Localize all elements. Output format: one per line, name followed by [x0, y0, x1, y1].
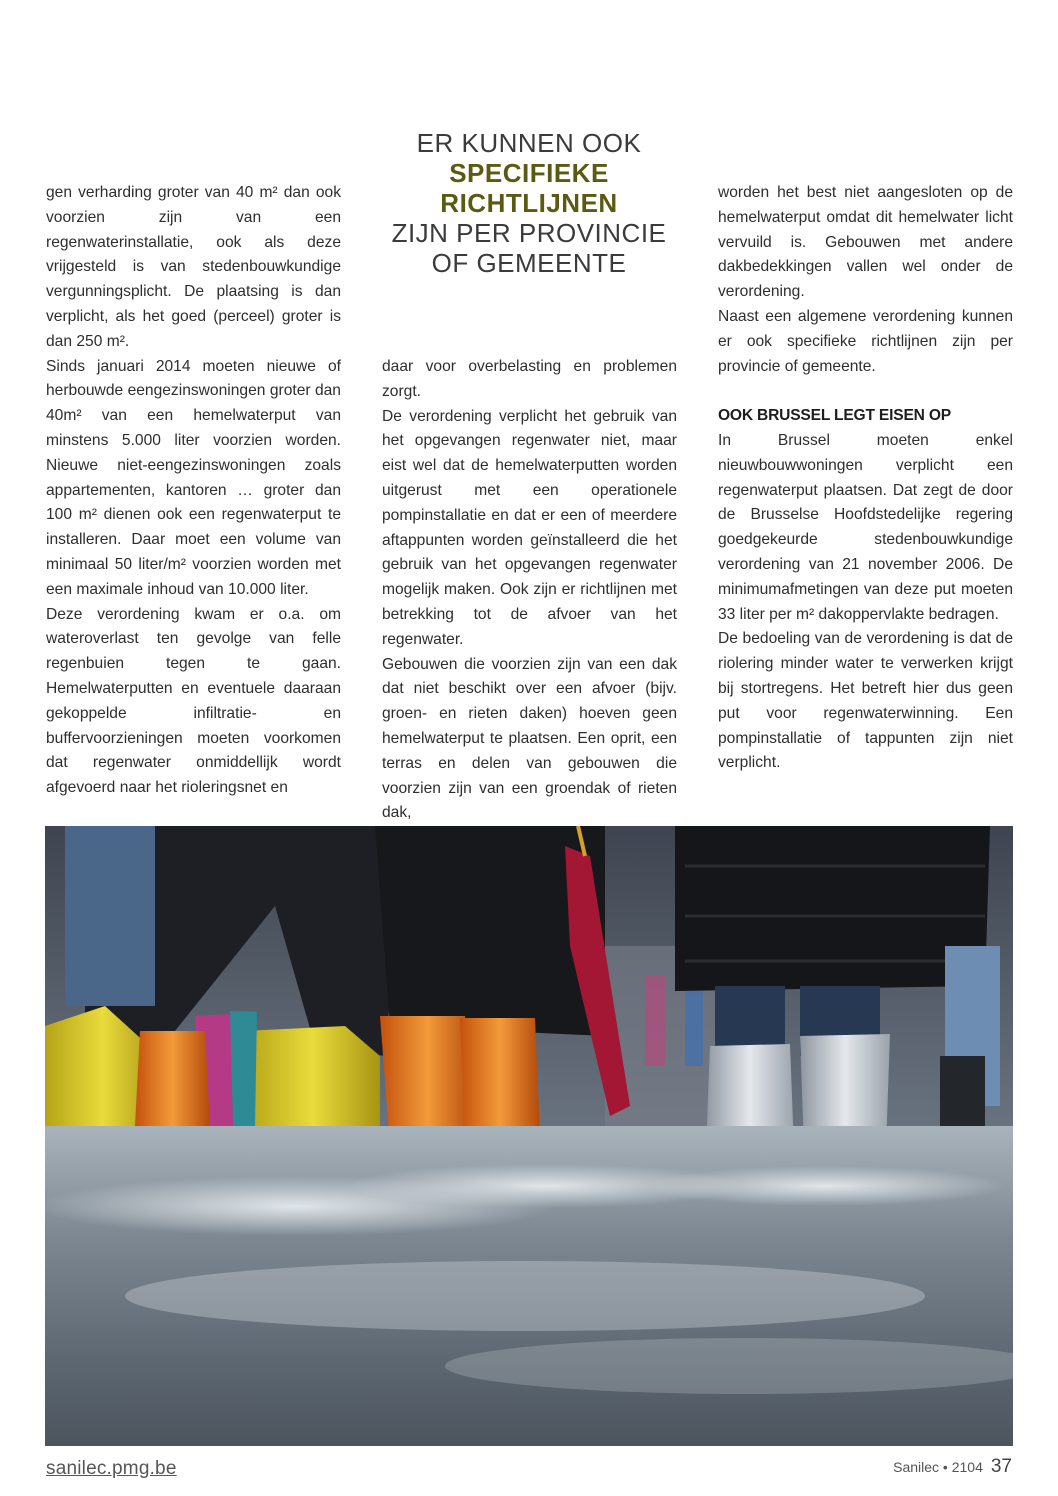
- paragraph: In Brussel moeten enkel nieuwbouwwoningen verplicht een regenwaterput plaatsen. Dat zegt de door de Brusselse Hoofdstedelijke regering goedgekeurde stedenbouwkundige verordening van 21 november 2006. De minimumafmetingen van deze put moeten 33 liter per m² dakoppervlakte bedragen.: [718, 431, 1013, 623]
- paragraph: daar voor overbelasting en problemen zorgt.: [382, 358, 677, 400]
- paragraph: Gebouwen die voorzien zijn van een dak dat niet beschikt over een afvoer (bijv. groen- en rieten daken) hoeven geen hemelwaterput te plaatsen. Een oprit, een terras en delen van gebouwen die voorzien zijn van een groendak of rieten dak,: [382, 655, 677, 822]
- paragraph: Deze verordening kwam er o.a. om wateroverlast ten gevolge van felle regenbuien tegen te gaan. Hemelwaterputten en eventuele daaraan gekoppelde infiltratie- en buffervoorzieningen moeten voorkomen dat regenwater onmiddellijk wordt afgevoerd naar het rioleringsnet en: [46, 605, 341, 797]
- pull-quote-line-4: OF GEMEENTE: [431, 248, 627, 278]
- paragraph: De bedoeling van de verordening is dat de riolering minder water te verwerken krijgt bij stortregens. Het betreft hier dus geen put voor regenwaterwinning. Een pompinstallatie of tappunten zijn niet verplicht.: [718, 630, 1013, 772]
- paragraph: Sinds januari 2014 moeten nieuwe of herbouwde eengezinswoningen groter dan 40m² van een hemelwaterput van minstens 5.000 liter voorzien worden. Nieuwe niet-eengezinswoningen zoals appartementen, kantoren … groter dan 100 m² dienen ook een regenwaterput te installeren. Daar moet een volume van minimaal 50 liter/m² voorzien worden met een maximale inhoud van 10.000 liter.: [46, 357, 341, 598]
- pull-quote-highlight-1: SPECIFIEKE: [449, 158, 609, 188]
- article-column-3: [718, 181, 1013, 776]
- article-column-2: [382, 355, 677, 826]
- footer-issue: [893, 1456, 1012, 1478]
- pull-quote-highlight-2: RICHTLIJNEN: [440, 188, 618, 218]
- paragraph: Naast een algemene verordening kunnen er ook specifieke richtlijnen zijn per provincie of gemeente.: [718, 307, 1013, 375]
- paragraph: De verordening verplicht het gebruik van het opgevangen regenwater niet, maar eist wel dat de hemelwaterputten worden uitgerust met een operationele pompinstallatie en dat er een of meerdere aftappunten worden geïnstalleerd die het gebruik van het opgevangen regenwater mogelijk maken. Ook zijn er richtlijnen met betrekking tot de afvoer van het regenwater.: [382, 407, 677, 648]
- magazine-issue: Sanilec • 2104: [893, 1459, 983, 1475]
- pull-quote-line-1: ER KUNNEN OOK: [416, 128, 642, 158]
- pull-quote: [380, 128, 678, 278]
- website-link[interactable]: sanilec.pmg.be: [46, 1458, 177, 1479]
- pull-quote-line-3: ZIJN PER PROVINCIE: [391, 218, 667, 248]
- article-column-1: [46, 181, 341, 801]
- flood-photo: [45, 826, 1013, 1446]
- page-number: 37: [990, 1456, 1012, 1477]
- paragraph: gen verharding groter van 40 m² dan ook voorzien zijn van een regenwaterinstallatie, ook als deze vrijgesteld is van stedenbouwkundige vergunningsplicht. De plaatsing is dan verplicht, als het goed (perceel) groter is dan 250 m².: [46, 184, 341, 350]
- paragraph: worden het best niet aangesloten op de hemelwaterput omdat dit hemelwater licht vervuild is. Gebouwen met andere dakbedekkingen vallen wel onder de verordening.: [718, 184, 1013, 301]
- section-subheading: OOK BRUSSEL LEGT EISEN OP: [718, 407, 951, 425]
